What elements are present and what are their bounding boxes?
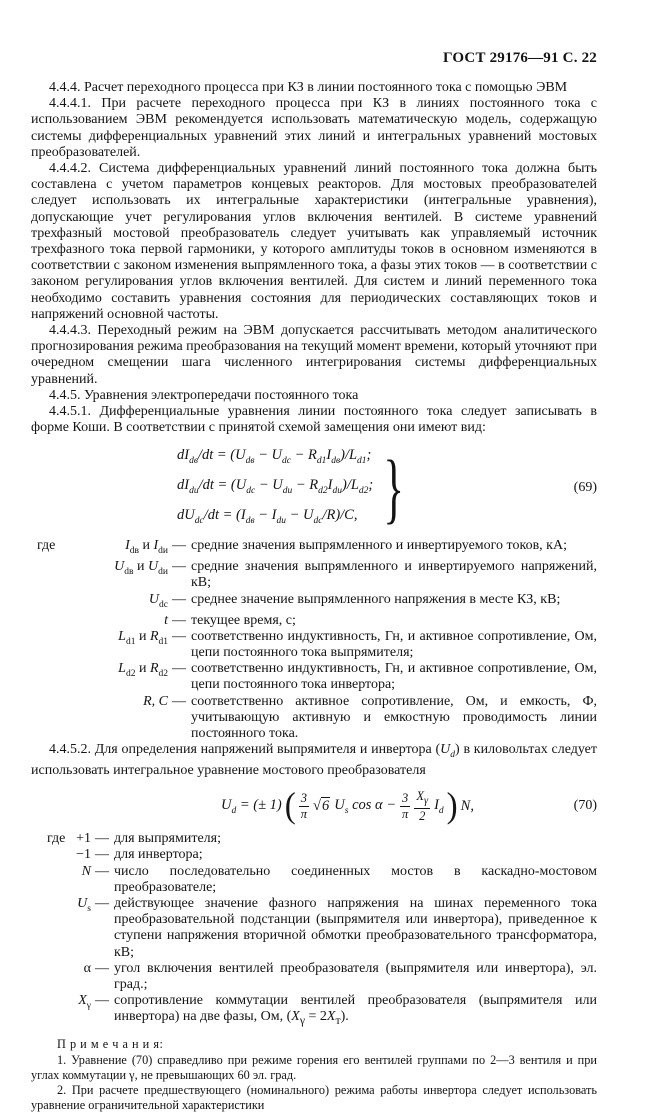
definition-desc: угол включения вентилей преобразователя (выпрямителя или инвертора), эл. град.;	[114, 960, 597, 993]
fraction-denominator: π	[402, 806, 409, 821]
fraction-numerator: $X_\gamma$	[416, 789, 429, 807]
note-2: 2. При расчете предшествующего (номинального) режима работы инвертора следует использовать уравнение ограничительной характеристики	[31, 1083, 597, 1112]
fraction-3-pi	[299, 791, 309, 821]
definition-desc: соответственно активное сопротивление, Ом, и емкость, Ф, учитывающую активную и емкостную проводимость линии постоянного тока.	[191, 693, 597, 741]
equation-69-line-2: $dI_{dи}/dt = (U_{dc} - U_{dи} - R_{d2}I_{dи})/L_{d2}$;	[177, 477, 374, 497]
notes-section	[31, 1037, 597, 1112]
page-header: ГОСТ 29176—91 С. 22	[443, 50, 597, 66]
dash: —	[95, 847, 109, 863]
definition-desc: соответственно индуктивность, Гн, и активное сопротивление, Ом, цепи постоянного тока выпрямителя;	[191, 628, 597, 660]
equation-69	[31, 443, 597, 533]
definition-desc: число последовательно соединенных мостов в каскадно-мостовом преобразователе;	[114, 863, 597, 895]
note-1: 1. Уравнение (70) справедливо при режиме горения его вентилей группами по 2—3 вентиля и при углах коммутации γ, не превышающих 60 эл. град.	[31, 1053, 597, 1082]
definition-desc: соответственно индуктивность, Гн, и активное сопротивление, Ом, цепи постоянного тока инвертора;	[191, 661, 597, 693]
equation-69-label: (69)	[573, 480, 597, 496]
definition-term: $I_{dв}$ и $I_{dи}$	[125, 538, 168, 556]
equation-70	[31, 786, 597, 826]
equation-69-line-1: $dI_{dв}/dt = (U_{dв} - U_{dc} - R_{d1}I_{dв})/L_{d1}$;	[177, 447, 372, 467]
definition-term: $U_{dc}$	[148, 591, 168, 610]
definition-term: $X_\gamma$	[78, 993, 91, 1012]
definition-row	[31, 831, 597, 847]
definition-desc: средние значения выпрямленного и инвертируемого напряжений, кВ;	[191, 559, 597, 591]
dash: —	[95, 831, 109, 847]
definition-row	[31, 993, 597, 1029]
definition-row	[31, 613, 597, 629]
definition-desc: среднее значение выпрямленного напряжения в месте КЗ, кВ;	[191, 591, 561, 607]
definition-row	[31, 896, 597, 961]
paragraph-4-4-5-2: 4.4.5.2. Для определения напряжений выпрямителя и инвертора $(U_d)$ в киловольтах следует использовать интегральное уравнение мостового преобразователя	[31, 742, 597, 779]
definition-desc: для инвертора;	[114, 847, 203, 863]
definition-desc: текущее время, с;	[191, 612, 296, 628]
paragraph-4-4-4-3: 4.4.4.3. Переходный режим на ЭВМ допускается рассчитывать методом аналитического прогнозирования режима преобразования на текущий момент времени, который уточняют при очередном смещении шага численного интегрирования системы дифференциальных уравнений.	[31, 323, 597, 387]
dash: —	[95, 993, 109, 1009]
definition-term: R, C	[143, 693, 168, 709]
dash: —	[95, 863, 109, 879]
definition-term: −1	[76, 847, 91, 863]
dash: —	[172, 591, 186, 607]
equation-69-line-3: $dU_{dc}/dt = (I_{dв} - I_{dи} - U_{dc}/R)/C$,	[177, 507, 358, 527]
sqrt-6	[313, 798, 330, 815]
radical-sign: √	[313, 797, 321, 814]
eq70-n: N,	[460, 797, 474, 814]
fraction-denominator: 2	[419, 808, 426, 823]
definitions-list-70	[31, 831, 597, 1029]
eq70-lhs: $U_d$ = (± 1)	[221, 796, 282, 816]
eq70-id: $I_d$	[434, 796, 444, 816]
fraction-numerator: 3	[300, 791, 308, 806]
paragraph-4-4-4: 4.4.4. Расчет переходного процесса при КЗ в линии постоянного тока с помощью ЭВМ	[49, 80, 568, 95]
definition-term: +1	[76, 831, 91, 847]
paragraph-4-4-4-2: 4.4.4.2. Система дифференциальных уравнений линий постоянного тока должна быть составлена с учетом параметров концевых реакторов. Для мостовых преобразователей следует использовать их интегральные характеристики (интегральные уравнения), допускающие учет регулирования углов включения вентилей. В системе уравнений трехфазный мостовой преобразователь следует учитывать как управляемый источник трехфазного тока первой гармоники, у которого амплитуды токов в основном изменяются в соответствии с законом изменения выпрямленного тока, а фазы этих токов — в соответствии с законом регулирования углов включения вентилей. Для систем и линий переменного тока необходимо составить уравнения состояния для периодических составляющих токов и напряжений основной частоты.	[31, 161, 598, 322]
notes-heading: П р и м е ч а н и я:	[57, 1037, 164, 1052]
definition-term: $L_{d1}$ и $R_{d1}$	[118, 628, 168, 647]
definition-row	[31, 847, 597, 863]
close-paren: )	[446, 786, 458, 826]
definition-term: N	[81, 863, 91, 879]
fraction-numerator: 3	[402, 791, 409, 806]
fraction-x-gamma-2	[414, 789, 430, 823]
open-paren: (	[284, 786, 296, 826]
equation-70-label: (70)	[573, 798, 597, 814]
definition-term: $L_{d2}$ и $R_{d2}$	[118, 661, 168, 679]
fraction-3-pi-2	[400, 791, 410, 821]
definition-desc: действующее значение фазного напряжения на шинах переменного тока преобразовательной подстанции (выпрямителя или инвертора), приведенное к ступени напряжения вторичной обмотки преобразовательного трансформатора, кВ;	[114, 896, 597, 960]
paragraph-4-4-5: 4.4.5. Уравнения электропередачи постоянного тока	[49, 387, 359, 403]
dash: —	[172, 538, 186, 554]
definition-row	[31, 694, 597, 743]
definition-row	[31, 629, 597, 661]
definition-row	[31, 864, 597, 896]
definition-row	[31, 592, 597, 613]
definitions-list-69	[31, 538, 597, 742]
definition-term: t	[164, 612, 168, 628]
equation-69-lines	[177, 443, 373, 533]
definition-desc: для выпрямителя;	[114, 831, 221, 847]
definition-term: α	[83, 960, 91, 976]
eq70-us-cos-alpha: $U_s$ cos α −	[334, 796, 397, 816]
definition-row	[31, 961, 597, 993]
dash: —	[172, 559, 186, 575]
definition-row	[31, 559, 597, 591]
dash: —	[172, 612, 186, 628]
where-label: где	[37, 538, 56, 554]
radicand: 6	[322, 797, 330, 814]
definition-term: $U_s$	[77, 896, 91, 914]
dash: —	[95, 896, 109, 912]
paragraph-4-4-4-1: 4.4.4.1. При расчете переходного процесса при КЗ в линиях постоянного тока с использованием ЭВМ рекомендуется использовать математическую модель, содержащую системы дифференциальных уравнений этих линий и интегральных уравнений мостовых преобразователей.	[31, 96, 597, 160]
paragraph-4-4-5-1: 4.4.5.1. Дифференциальные уравнения линии постоянного тока следует записывать в форме Коши. В соответствии с принятой схемой замещения они имеют вид:	[31, 404, 597, 436]
dash: —	[95, 960, 109, 976]
definition-desc: сопротивление коммутации вентилей преобразователя (выпрямителя или инвертора) на две фазы, Ом, $(X_\gamma = 2X_т)$.	[114, 993, 597, 1028]
definition-term: $U_{dв}$ и $U_{dи}$	[114, 559, 168, 577]
definition-desc: средние значения выпрямленного и инвертируемого токов, кА;	[191, 538, 567, 554]
dash: —	[172, 693, 186, 709]
definition-row	[31, 538, 597, 559]
where-label: где	[47, 831, 66, 847]
fraction-denominator: π	[300, 806, 308, 821]
definition-row	[31, 661, 597, 693]
dash: —	[172, 628, 186, 644]
equation-70-body	[219, 786, 476, 826]
right-brace: }	[383, 444, 405, 532]
dash: —	[172, 661, 186, 677]
